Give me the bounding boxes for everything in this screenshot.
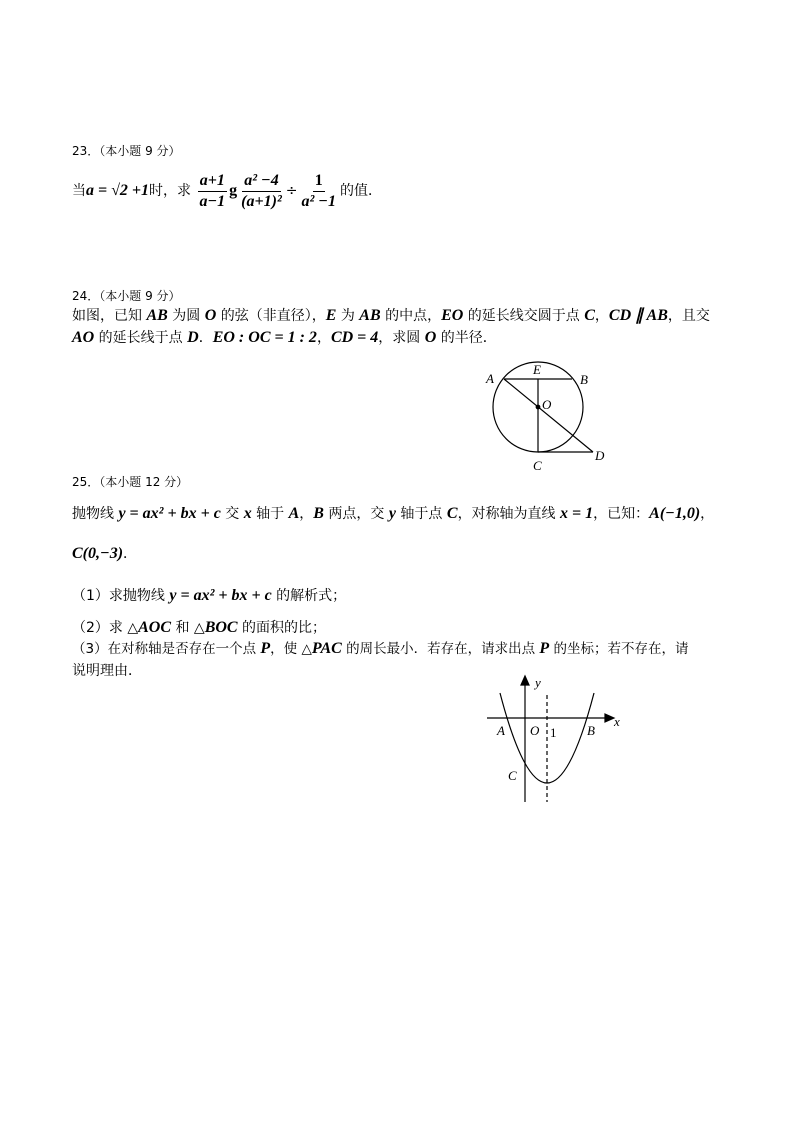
- x-axis-arrow-icon: [605, 714, 614, 722]
- text: ，: [316, 330, 331, 346]
- text: ，且交: [667, 308, 710, 324]
- math: C(0,−3): [72, 545, 124, 562]
- math: C: [584, 307, 595, 324]
- label-e: E: [533, 362, 541, 377]
- q23-heading: 23．（本小题 9 分）: [72, 144, 181, 158]
- text: 两点，交: [323, 506, 389, 522]
- y-axis-arrow-icon: [521, 676, 529, 685]
- text: 的延长线交圆于点: [463, 308, 585, 324]
- text: 的面积的比；: [237, 620, 327, 636]
- label-c: C: [533, 458, 542, 473]
- text: ．: [123, 546, 138, 562]
- denominator: a−1: [199, 192, 226, 210]
- label-d: D: [595, 448, 605, 463]
- denominator: a² −1: [301, 192, 336, 210]
- math: AOC: [138, 619, 172, 636]
- text: ，使 △: [270, 641, 312, 657]
- operator: g: [229, 182, 238, 199]
- math: y: [388, 505, 396, 522]
- text: 的值．: [339, 183, 382, 199]
- text: （2）求 △: [72, 620, 139, 636]
- text: 交: [220, 506, 244, 522]
- label-y: y: [535, 675, 541, 690]
- math: EO : OC = 1 : 2: [212, 329, 317, 346]
- denominator: (a+1)²: [241, 192, 282, 210]
- math: A(−1,0): [649, 505, 701, 522]
- math: BOC: [204, 619, 238, 636]
- text: 的中点，: [380, 308, 442, 324]
- label-b: B: [587, 723, 595, 738]
- text: 的坐标；若不存在，请: [549, 641, 689, 657]
- text: 为圆: [167, 308, 205, 324]
- text: 当: [72, 183, 86, 199]
- text: 抛物线: [72, 506, 119, 522]
- math: P: [539, 640, 550, 657]
- text: 的弦（非直径），: [216, 308, 326, 324]
- math: a = √2 +1: [86, 182, 150, 199]
- text: ，求圆: [378, 330, 425, 346]
- text: 如图，已知: [72, 308, 147, 324]
- label-one: 1: [550, 725, 557, 740]
- numerator: a² −4: [242, 171, 281, 192]
- math: CD = 4: [330, 329, 379, 346]
- label-a: A: [497, 723, 505, 738]
- text: 时，求: [149, 183, 192, 199]
- math: B: [313, 505, 324, 522]
- math: PAC: [311, 640, 342, 657]
- math: CD ∥ AB: [608, 307, 668, 324]
- math: y = ax² + bx + c: [118, 505, 221, 522]
- text: （1）求抛物线: [72, 588, 170, 604]
- math: C: [446, 505, 458, 522]
- text: ．: [198, 330, 213, 346]
- math: AB: [146, 307, 168, 324]
- text: 轴于: [251, 506, 289, 522]
- text: 和 △: [171, 620, 205, 636]
- math: y = ax² + bx + c: [169, 587, 272, 604]
- math: E: [325, 307, 337, 324]
- text: ，对称轴为直线: [457, 506, 561, 522]
- label-o: O: [542, 397, 552, 412]
- label-c: C: [508, 768, 517, 783]
- numerator: a+1: [198, 171, 227, 192]
- math: O: [424, 329, 437, 346]
- label-x: x: [614, 714, 620, 729]
- text: ，: [299, 506, 314, 522]
- q25-heading: 25．（本小题 12 分）: [72, 475, 189, 489]
- math: AO: [72, 329, 95, 346]
- text: 的周长最小．若存在，请求出点: [341, 641, 540, 657]
- text: ，: [700, 506, 715, 522]
- text: 的解析式；: [271, 588, 347, 604]
- text: 轴于点: [395, 506, 447, 522]
- center-point: [536, 405, 540, 409]
- math: D: [187, 329, 199, 346]
- q25-sub3b: 说明理由．: [72, 663, 142, 679]
- math: O: [204, 307, 217, 324]
- math: EO: [441, 307, 464, 324]
- text: （3）在对称轴是否存在一个点: [72, 641, 261, 657]
- text: 的延长线于点: [94, 330, 188, 346]
- operator: ÷: [285, 183, 298, 199]
- label-b: B: [580, 372, 588, 387]
- text: ，已知：: [593, 506, 650, 522]
- math: x: [243, 505, 252, 522]
- label-a: A: [486, 371, 494, 386]
- math: P: [260, 640, 271, 657]
- label-o: O: [530, 723, 540, 738]
- text: 的半径．: [436, 330, 497, 346]
- numerator: 1: [313, 171, 325, 192]
- math: x = 1: [560, 505, 594, 522]
- math: A: [288, 505, 300, 522]
- text: 为: [336, 308, 360, 324]
- text: ，: [594, 308, 609, 324]
- q24-heading: 24．（本小题 9 分）: [72, 289, 181, 303]
- math: AB: [359, 307, 381, 324]
